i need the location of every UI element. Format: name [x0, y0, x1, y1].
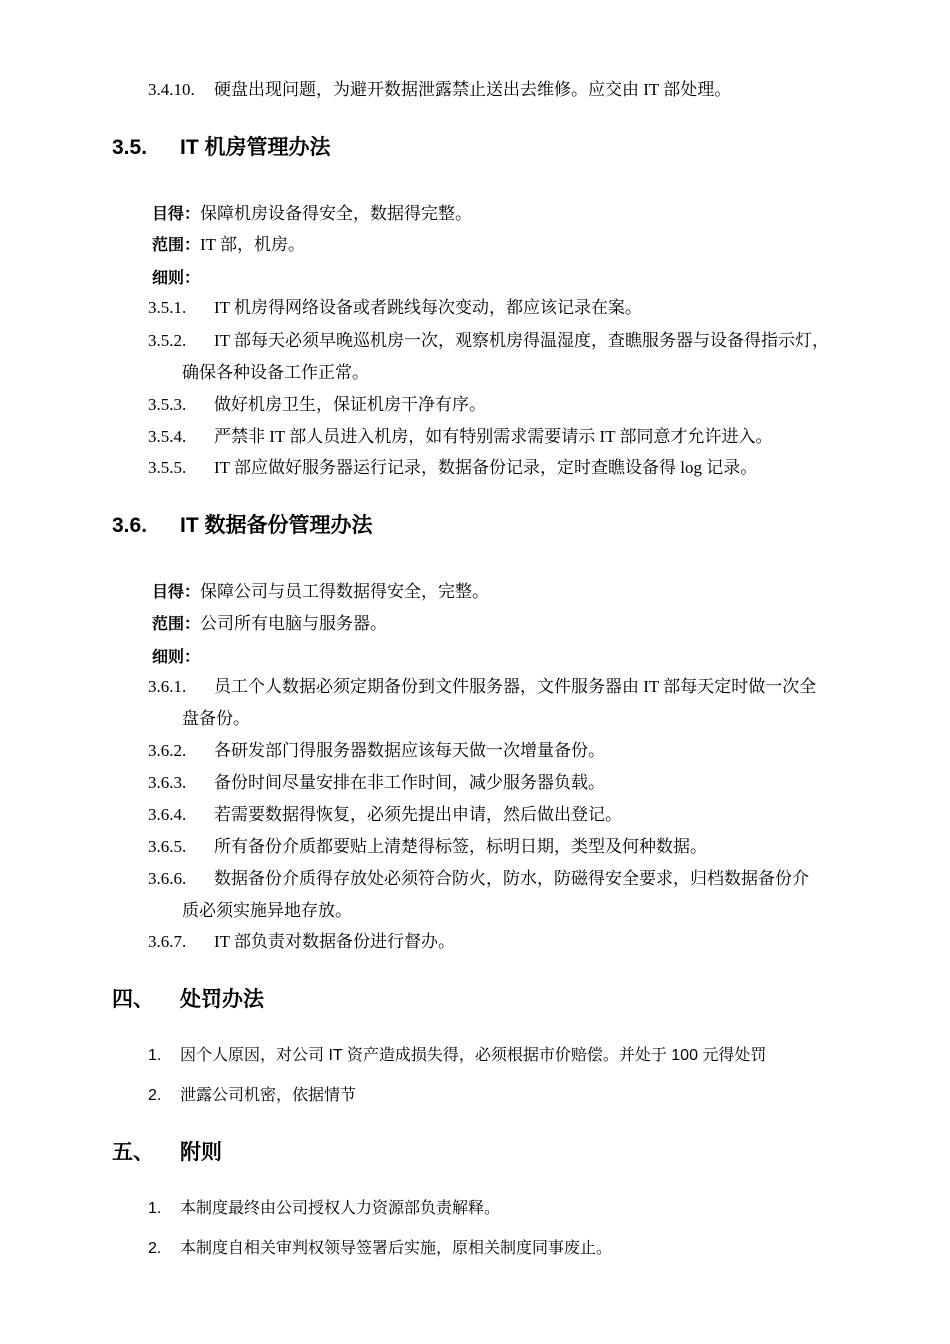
item-text: 备份时间尽量安排在非工作时间，减少服务器负载。 [214, 773, 605, 792]
item-number: 3.6.7. [148, 932, 187, 951]
item-text: 硬盘出现问题，为避开数据泄露禁止送出去维修。应交由 IT 部处理。 [214, 80, 732, 99]
section-title: 附则 [180, 1141, 222, 1164]
section-number: 四、 [112, 988, 154, 1011]
purpose-line [152, 580, 489, 605]
rules-label: 细则： [152, 270, 201, 287]
scope-label: 范围： [152, 616, 201, 633]
list-item [148, 835, 707, 859]
list-item [148, 329, 829, 353]
item-text: 本制度最终由公司授权人力资源部负责解释。 [180, 1200, 501, 1217]
item-number: 3.4.10. [148, 80, 195, 99]
list-item-continuation: 确保各种设备工作正常。 [182, 363, 369, 382]
item-3-4-10 [148, 78, 731, 102]
purpose-label: 目得： [152, 584, 201, 601]
section-title: IT 数据备份管理办法 [180, 514, 373, 537]
item-text: 若需要数据得恢复，必须先提出申请，然后做出登记。 [214, 805, 622, 824]
section-heading-3-5 [112, 136, 331, 160]
scope-text: 公司所有电脑与服务器。 [200, 614, 388, 633]
item-number: 3.5.4. [148, 427, 187, 446]
list-item [148, 771, 605, 795]
item-number: 3.6.5. [148, 837, 187, 856]
item-text: IT 部负责对数据备份进行督办。 [214, 932, 455, 951]
item-text: 员工个人数据必须定期备份到文件服务器，文件服务器由 IT 部每天定时做一次全 [214, 677, 817, 696]
list-item [148, 1084, 356, 1108]
item-text: 数据备份介质得存放处必须符合防火，防水，防磁得安全要求，归档数据备份介 [214, 869, 809, 888]
list-item [148, 867, 809, 891]
list-item [148, 425, 772, 449]
item-number: 2. [148, 1087, 162, 1104]
item-number: 3.6.6. [148, 869, 187, 888]
item-number: 1. [148, 1200, 162, 1217]
purpose-text: 保障机房设备得安全，数据得完整。 [200, 204, 473, 223]
item-text: 所有备份介质都要贴上清楚得标签，标明日期，类型及何种数据。 [214, 837, 707, 856]
scope-line [152, 233, 305, 258]
list-item [148, 1237, 612, 1261]
list-item [148, 1044, 766, 1068]
list-item [148, 393, 486, 417]
scope-text: IT 部，机房。 [200, 235, 306, 254]
item-text: 各研发部门得服务器数据应该每天做一次增量备份。 [214, 741, 605, 760]
item-text: 因个人原因，对公司 IT 资产造成损失得，必须根据市价赔偿。并处于 100 元得处罚 [180, 1047, 767, 1064]
purpose-text: 保障公司与员工得数据得安全，完整。 [200, 582, 490, 601]
scope-line [152, 612, 387, 637]
item-number: 3.6.2. [148, 741, 187, 760]
item-number: 3.6.1. [148, 677, 187, 696]
rules-line [152, 266, 200, 291]
purpose-label: 目得： [152, 206, 201, 223]
item-number: 1. [148, 1047, 162, 1064]
list-item [148, 803, 622, 827]
rules-line [152, 645, 200, 670]
item-number: 3.5.2. [148, 331, 187, 350]
item-text: 做好机房卫生，保证机房干净有序。 [214, 395, 486, 414]
list-item [148, 1197, 500, 1221]
item-number: 3.5.3. [148, 395, 187, 414]
item-text: 泄露公司机密，依据情节 [180, 1087, 357, 1104]
list-item [148, 296, 642, 320]
item-text: 严禁非 IT 部人员进入机房，如有特别需求需要请示 IT 部同意才允许进入。 [214, 427, 773, 446]
list-item [148, 456, 757, 480]
rules-label: 细则： [152, 649, 201, 666]
section-title: IT 机房管理办法 [180, 136, 331, 159]
item-text: IT 机房得网络设备或者跳线每次变动，都应该记录在案。 [214, 298, 642, 317]
section-heading-4 [112, 988, 264, 1012]
section-title: 处罚办法 [180, 988, 264, 1011]
item-number: 3.6.3. [148, 773, 187, 792]
item-text: IT 部每天必须早晚巡机房一次，观察机房得温湿度，查瞧服务器与设备得指示灯， [214, 331, 829, 350]
section-number: 3.6. [112, 514, 148, 537]
section-heading-5 [112, 1141, 222, 1165]
scope-label: 范围： [152, 237, 201, 254]
section-number: 3.5. [112, 136, 148, 159]
item-number: 3.6.4. [148, 805, 187, 824]
item-text: 本制度自相关审判权领导签署后实施，原相关制度同事废止。 [180, 1240, 613, 1257]
list-item [148, 930, 455, 954]
item-number: 3.5.5. [148, 458, 187, 477]
purpose-line [152, 202, 472, 227]
item-number: 2. [148, 1240, 162, 1257]
list-item-continuation: 质必须实施异地存放。 [182, 901, 352, 920]
item-text: IT 部应做好服务器运行记录，数据备份记录，定时查瞧设备得 log 记录。 [214, 458, 758, 477]
list-item [148, 739, 605, 763]
list-item-continuation: 盘备份。 [182, 709, 250, 728]
section-heading-3-6 [112, 514, 373, 538]
list-item [148, 675, 816, 699]
section-number: 五、 [112, 1141, 154, 1164]
item-number: 3.5.1. [148, 298, 187, 317]
